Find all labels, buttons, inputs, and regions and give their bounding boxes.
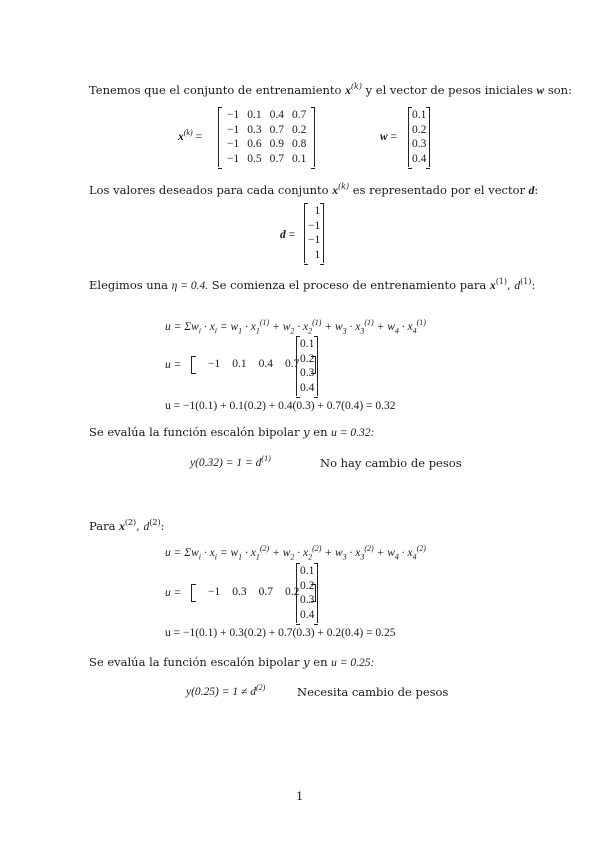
d-vector bbox=[304, 203, 324, 263]
note-1: No hay cambio de pesos bbox=[320, 456, 462, 470]
x-matrix-cell: 0.5 bbox=[247, 152, 262, 165]
intro-end-text: son: bbox=[547, 83, 572, 97]
w-vector-step1-cell: 0.4 bbox=[300, 381, 315, 394]
w-vector-step1-cell: 0.1 bbox=[300, 338, 315, 350]
intro-text: Tenemos que el conjunto de entrenamiento bbox=[89, 83, 342, 97]
intro-line: Tenemos que el conjunto de entrenamiento $x^{(k)}$ y el vector de pesos iniciales w son: bbox=[89, 82, 572, 97]
x-matrix-cell: 0.4 bbox=[269, 109, 284, 121]
w-vector-step2 bbox=[296, 563, 318, 623]
row-vector-1-cell: 0.7 bbox=[285, 358, 300, 370]
step2-intro: Para $x^{(2)}$, $d^{(2)}$: bbox=[89, 518, 165, 533]
row-vector-1-cell: 0.4 bbox=[258, 358, 273, 370]
w-vector-row bbox=[411, 108, 427, 123]
x-matrix-cell: −1 bbox=[227, 138, 240, 150]
w-vector-cell: 0.1 bbox=[412, 109, 427, 121]
d-vector-row bbox=[307, 233, 321, 248]
w-vector-step1-row bbox=[299, 366, 315, 381]
x-matrix-cell: 0.8 bbox=[292, 138, 307, 150]
x-matrix-cell: 0.7 bbox=[269, 123, 284, 136]
d-vector-cell: −1 bbox=[308, 219, 321, 232]
w-vector-step2-cell: 0.1 bbox=[300, 565, 315, 577]
row-vector-2-cell: 0.7 bbox=[258, 586, 273, 598]
w-vector-row bbox=[411, 123, 427, 138]
x-matrix-cell: −1 bbox=[227, 109, 240, 121]
row-vector-1-cell: 0.1 bbox=[232, 358, 247, 370]
eval-line-1: Se evalúa la función escalón bipolar y en u = 0.32: bbox=[89, 425, 375, 439]
d-vector-cell: 1 bbox=[314, 205, 321, 217]
d-vector-row bbox=[307, 204, 321, 219]
result-2: $y(0.25) = 1 \ne d^{(2)}$ bbox=[186, 683, 266, 698]
x-matrix-cell: 0.6 bbox=[247, 138, 262, 150]
x-matrix-label: $x^{(k)}$ = bbox=[178, 128, 203, 143]
sum-formula-2: $u = \Sigma w_i \cdot x_i = w_1 \cdot x_1^{(2)} + w_2 \cdot x_2^{(2)} + w_3 \cdot x_3^{(2)} + w_4 \cdot x_4^{(2)}$ bbox=[165, 544, 426, 562]
x-matrix-cell: 0.2 bbox=[292, 123, 307, 136]
desired-line: Los valores deseados para cada conjunto $x^{(k)}$ es representado por el vector d: bbox=[89, 182, 539, 197]
row-vector-2-cell: 0.3 bbox=[232, 586, 247, 598]
d-vector-row bbox=[307, 248, 321, 263]
w-vector-row bbox=[411, 137, 427, 152]
d-vector-row bbox=[307, 219, 321, 234]
row-vector-2-cell: 0.2 bbox=[285, 586, 300, 598]
w-vector-step1-row bbox=[299, 337, 315, 352]
x-matrix-row bbox=[223, 152, 310, 167]
x-matrix-cell: 0.1 bbox=[247, 109, 262, 121]
x-matrix-cell: 0.1 bbox=[292, 152, 307, 165]
w-vector-step2-cell: 0.4 bbox=[300, 608, 315, 621]
expansion-1: u = −1(0.1) + 0.1(0.2) + 0.4(0.3) + 0.7(0.4) = 0.32 bbox=[165, 400, 396, 412]
w-vector-step1-cell: 0.3 bbox=[300, 367, 315, 379]
eta-value: η = 0.4. bbox=[171, 280, 209, 292]
x-matrix-cell: 0.7 bbox=[292, 109, 307, 121]
w-vector-step2-row bbox=[299, 579, 315, 594]
page-number: 1 bbox=[296, 789, 304, 803]
intro-mid-text: y el vector de pesos iniciales bbox=[365, 83, 533, 97]
w-vector-row bbox=[411, 152, 427, 167]
result-1: $y(0.32) = 1 = d^{(1)}$ bbox=[190, 454, 271, 469]
w-vector-step2-cell: 0.3 bbox=[300, 594, 315, 606]
w-vector bbox=[408, 107, 430, 167]
desired-text: Los valores deseados para cada conjunto bbox=[89, 183, 329, 197]
eval-line-2: Se evalúa la función escalón bipolar y en u = 0.25: bbox=[89, 655, 375, 669]
w-vector-step2-row bbox=[299, 593, 315, 608]
d-vector-cell: 1 bbox=[314, 248, 321, 261]
d-vector-label: d = bbox=[280, 229, 296, 241]
w-vector-step1-row bbox=[299, 381, 315, 396]
x-matrix-row bbox=[223, 108, 310, 123]
x-matrix-cell: 0.7 bbox=[269, 152, 284, 165]
d-vector-cell: −1 bbox=[308, 234, 321, 246]
x-matrix-cell: 0.3 bbox=[247, 123, 262, 136]
w-vector-step2-row bbox=[299, 564, 315, 579]
w-vector-step1 bbox=[296, 336, 318, 396]
note-2: Necesita cambio de pesos bbox=[297, 685, 449, 699]
w-vector-step2-cell: 0.2 bbox=[300, 579, 315, 592]
sum-formula-1: $u = \Sigma w_i \cdot x_i = w_1 \cdot x_1^{(1)} + w_2 \cdot x_2^{(1)} + w_3 \cdot x_3^{(1)} + w_4 \cdot x_4^{(1)}$ bbox=[165, 318, 426, 336]
row-vector-2-cell: −1 bbox=[208, 586, 221, 598]
u-eq-2: u = bbox=[165, 587, 182, 599]
w-vector-step1-row bbox=[299, 352, 315, 367]
w-vector-cell: 0.4 bbox=[412, 152, 427, 165]
row-vector-1-cell: −1 bbox=[208, 358, 221, 370]
x-matrix bbox=[218, 107, 315, 167]
desired-mid-text: es representado por el vector bbox=[352, 183, 525, 197]
x-matrix-cell: −1 bbox=[227, 123, 240, 136]
w-symbol: w bbox=[536, 85, 545, 97]
x-matrix-row bbox=[223, 137, 310, 152]
w-vector-cell: 0.2 bbox=[412, 123, 427, 136]
w-vector-step2-row bbox=[299, 608, 315, 623]
u-eq-1: u = bbox=[165, 359, 182, 371]
w-vector-step1-cell: 0.2 bbox=[300, 352, 315, 365]
x-matrix-cell: 0.9 bbox=[269, 138, 284, 150]
w-vector-label: w = bbox=[380, 131, 398, 143]
x-matrix-row bbox=[223, 123, 310, 138]
eta-line: Elegimos una η = 0.4. Se comienza el proceso de entrenamiento para $x^{(1)}$, $d^{(1)}$: bbox=[89, 277, 536, 292]
expansion-2: u = −1(0.1) + 0.3(0.2) + 0.7(0.3) + 0.2(0.4) = 0.25 bbox=[165, 627, 396, 639]
w-vector-cell: 0.3 bbox=[412, 138, 427, 150]
x-symbol: x bbox=[345, 85, 351, 97]
x-matrix-cell: −1 bbox=[227, 152, 240, 165]
